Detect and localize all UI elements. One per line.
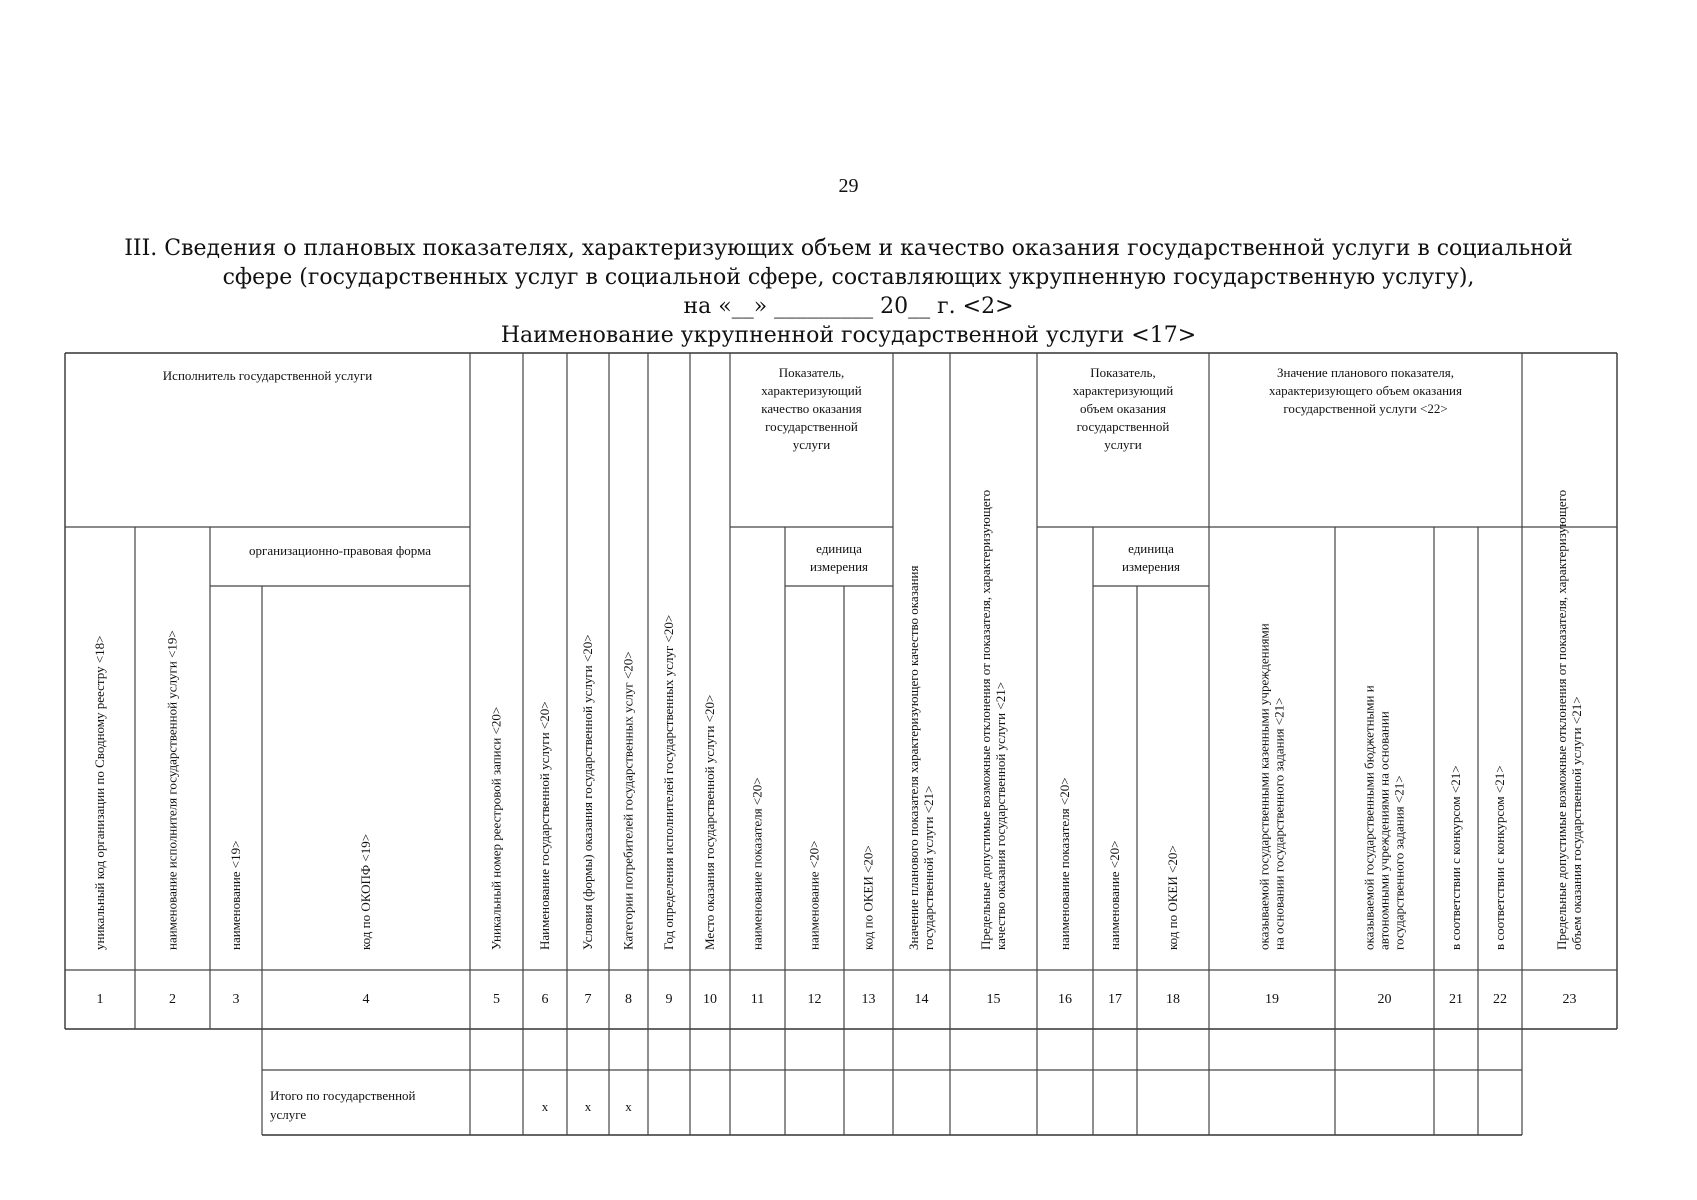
column-12-header: наименование <20> [806,840,822,950]
column-number-19: 19 [1265,992,1279,1007]
column-number-17: 17 [1108,992,1122,1007]
column-number-23: 23 [1562,992,1577,1007]
column-number-8: 8 [625,992,632,1007]
column-23-header: объем оказания государственной услуги <21> [1569,696,1584,950]
column-number-21: 21 [1449,992,1463,1007]
column-number-13: 13 [861,992,876,1007]
column-22-header: в соответствии с конкурсом <21> [1492,765,1507,950]
column-number-15: 15 [986,992,1001,1007]
quality-indicator-label-line-3: качество оказания [761,401,862,416]
total-row-label-line-1: Итого по государственной [270,1088,416,1103]
column-number-11: 11 [750,992,765,1007]
column-number-7: 7 [584,992,592,1007]
column-9-header: Год определения исполнителей государственных услуг <20> [661,614,676,950]
column-18-header: код по ОКЕИ <20> [1165,845,1180,950]
volume-indicator-label-line-4: государственной [1076,419,1170,434]
column-10-header: Место оказания государственной услуги <20> [702,694,717,950]
total-row-label-line-2: услуге [270,1107,307,1122]
column-number-10: 10 [703,992,717,1007]
column-16-header: наименование показателя <20> [1057,777,1072,950]
page-number: 29 [838,175,859,197]
column-20-header: оказываемой государственными бюджетными и [1361,685,1377,950]
quality-indicator-label-line-2: характеризующий [761,383,862,398]
title-line-4: Наименование укрупненной государственной услуги <17> [500,323,1197,348]
column-1-header: уникальный код организации по Сводному реестру <18> [92,635,107,950]
column-19-header: оказываемой государственными казенными учреждениями [1256,623,1272,950]
column-number-6: 6 [541,992,549,1007]
column-19-header: на основании государственного задания <21> [1271,697,1287,950]
column-21-header: в соответствии с конкурсом <21> [1448,765,1463,950]
column-number-18: 18 [1166,992,1180,1007]
column-20-header: автономными учреждениями на основании [1376,711,1392,950]
column-13-header: код по ОКЕИ <20> [860,845,876,950]
quality-indicator-label-line-5: услуги [792,437,831,452]
column-number-9: 9 [665,992,673,1007]
column-number-12: 12 [807,992,822,1007]
column-6-header: Наименование государственной услуги <20> [537,701,552,950]
column-number-2: 2 [169,992,176,1007]
column-3-header: наименование <19> [228,840,243,950]
column-number-5: 5 [493,992,500,1007]
column-14-header: государственной услуги <21> [921,785,936,950]
column-number-3: 3 [232,992,240,1007]
title-line-2: сфере (государственных услуг в социальной сфере, составляющих укрупненную государственную услугу), [222,265,1475,290]
volume-indicator-label-line-2: характеризующий [1072,383,1174,398]
quality-indicator-label-line-1: Показатель, [778,365,845,380]
column-15-header: качество оказания государственной услуги <21> [993,681,1008,950]
column-4-header: код по ОКОПФ <19> [358,833,373,950]
column-11-header: наименование показателя <20> [749,777,765,950]
unit-quality-label-line-2: измерения [809,559,869,574]
column-7-header: Условия (формы) оказания государственной услуги <20> [580,634,595,950]
unit-volume-label-line-2: измерения [1121,559,1181,574]
total-row-x-col7: x [584,1099,592,1114]
column-number-14: 14 [914,992,929,1007]
column-number-16: 16 [1058,992,1072,1007]
column-8-header: Категории потребителей государственных услуг <20> [620,651,636,950]
column-15-header: Предельные допустимые возможные отклонения от показателя, характеризующего [978,489,993,950]
column-number-20: 20 [1377,992,1392,1007]
title-line-1: III. Сведения о плановых показателях, характеризующих объем и качество оказания государственной услуги в социальной [124,236,1573,261]
total-row-x-col6: x [541,1099,549,1114]
column-20-header: государственного задания <21> [1391,775,1407,950]
total-row-x-col8: x [625,1099,632,1114]
executor-group-label: Исполнитель государственной услуги [162,368,373,383]
unit-volume-label-line-1: единица [1128,541,1174,556]
org-form-label: организационно-правовая форма [249,543,431,558]
column-number-4: 4 [362,992,370,1007]
column-17-header: наименование <20> [1107,840,1122,950]
column-5-header: Уникальный номер реестровой записи <20> [488,706,504,950]
quality-indicator-label-line-4: государственной [765,419,858,434]
column-number-22: 22 [1493,992,1507,1007]
unit-quality-label-line-1: единица [816,541,862,556]
volume-value-label-line-1: Значение планового показателя, [1276,365,1455,380]
volume-value-label-line-3: государственной услуги <22> [1283,401,1448,416]
volume-indicator-label-line-1: Показатель, [1090,365,1156,380]
volume-value-label-line-2: характеризующего объем оказания [1269,383,1462,398]
column-23-header: Предельные допустимые возможные отклонения от показателя, характеризующего [1554,489,1569,950]
volume-indicator-label-line-3: объем оказания [1080,401,1166,416]
title-line-3: на «__» _________ 20__ г. <2> [683,294,1014,319]
column-2-header: наименование исполнителя государственной услуги <19> [164,630,180,950]
volume-indicator-label-line-5: услуги [1104,437,1142,452]
column-number-1: 1 [96,992,104,1007]
column-14-header: Значение планового показателя характеризующего качество оказания [906,565,921,950]
